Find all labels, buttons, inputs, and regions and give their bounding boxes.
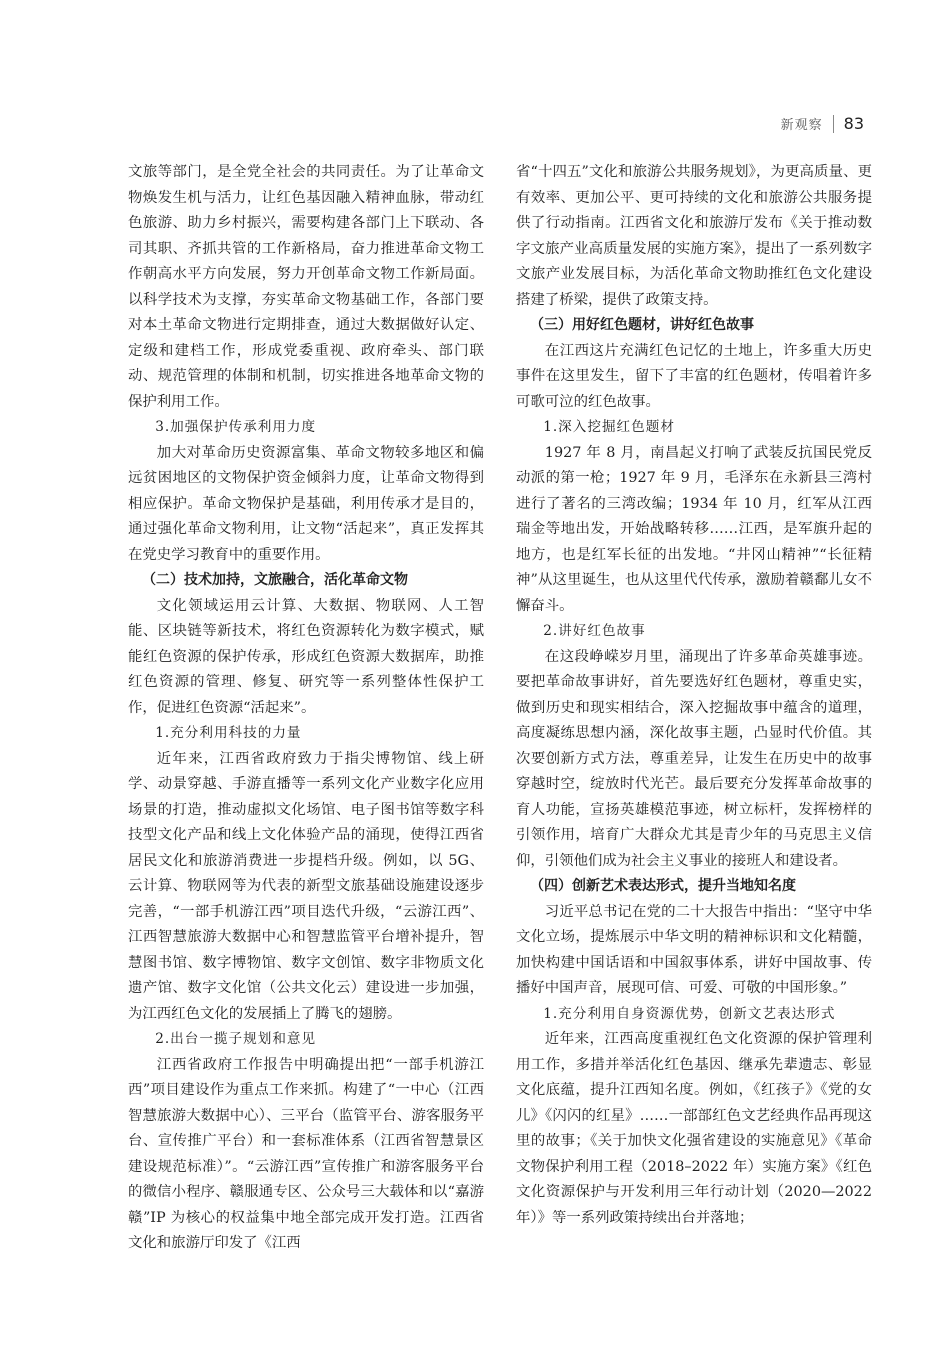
section-heading: （二）技术加持，文旅融合，活化革命文物 (142, 572, 408, 588)
paragraph: 近年来，江西高度重视红色文化资源的保护管理利用工作，多措并举活化红色基因、继承先辈遗志、彰显文化底蕴，提升江西知名度。例如，《红孩子》《党的女儿》《闪闪的红星》……一部部红色文艺经典作品再现这里的故事；《关于加快文化强省建设的实施意见》《革命文物保护利用工程（2018–2022 年）实施方案》《红色文化资源保护与开发利用三年行动计划（2020—2022 年）》等一系列政策持续出台并落地； (516, 1031, 872, 1226)
left-column (128, 160, 484, 1257)
paragraph: 在江西这片充满红色记忆的土地上，许多重大历史事件在这里发生，留下了丰富的红色题材，传唱着许多可歌可泣的红色故事。 (516, 342, 872, 410)
right-column (516, 160, 872, 1231)
paragraph: 江西省政府工作报告中明确提出把“一部手机游江西”项目建设作为重点工作来抓。构建了“一中心（江西智慧旅游大数据中心）、三平台（监管平台、游客服务平台、宣传推广平台）和一套标准体系（江西省智慧景区建设规范标准）”。“云游江西”宣传推广和游客服务平台的微信小程序、赣服通专区、公众号三大载体和以“嘉游赣”IP 为核心的权益集中地全部完成开发打造。江西省文化和旅游厅印发了《江西 (128, 1056, 484, 1251)
section-title: 新观察 (780, 118, 823, 133)
paragraph: 加大对革命历史资源富集、革命文物较多地区和偏远贫困地区的文物保护资金倾斜力度，让革命文物得到相应保护。革命文物保护是基础，利用传承才是目的，通过强化革命文物利用，让文物“活起来”，真正发挥其在党史学习教育中的重要作用。 (128, 444, 484, 563)
paragraph: 省“十四五”文化和旅游公共服务规划》，为更高质量、更有效率、更加公平、更可持续的文化和旅游公共服务提供了行动指南。江西省文化和旅游厅发布《关于推动数字文旅产业高质量发展的实施方案》，提出了一系列数字文旅产业发展目标，为活化革命文物助推红色文化建设搭建了桥梁，提供了政策支持。 (516, 164, 872, 308)
subheading: 1.充分利用自身资源优势，创新文艺表达形式 (543, 1005, 836, 1022)
paragraph: 在这段峥嵘岁月里，涌现出了许多革命英雄事迹。要把革命故事讲好，首先要选好红色题材，尊重史实，做到历史和现实相结合，深入挖掘故事中蕴含的道理，高度凝练思想内涵，深化故事主题，凸显时代价值。其次要创新方式方法，尊重差异，让发生在历史中的故事穿越时空，绽放时代光芒。最后要充分发挥革命故事的育人功能，宣扬英雄模范事迹，树立标杆，发挥榜样的引领作用，培育广大群众尤其是青少年的马克思主义信仰，引领他们成为社会主义事业的接班人和建设者。 (516, 648, 872, 869)
paragraph: 文化领域运用云计算、大数据、物联网、人工智能、区块链等新技术，将红色资源转化为数字模式，赋能红色资源的保护传承，形成红色资源大数据库，助推红色资源的管理、修复、研究等一系列整体性保护工作，促进红色资源“活起来”。 (128, 597, 484, 716)
paragraph: 1927 年 8 月，南昌起义打响了武装反抗国民党反动派的第一枪；1927 年 9 月，毛泽东在永新县三湾村进行了著名的三湾改编；1934 年 10 月，红军从江西瑞金等地出发，开始战略转移……江西，是军旗升起的地方，也是红军长征的出发地。“井冈山精神”“长征精神”从这里诞生，也从这里代代传承，激励着赣鄱儿女不懈奋斗。 (516, 444, 872, 614)
paragraph: 近年来，江西省政府致力于指尖博物馆、线上研学、动景穿越、手游直播等一系列文化产业数字化应用场景的打造，推动虚拟文化场馆、电子图书馆等数字科技型文化产品和线上文化体验产品的涌现，使得江西省居民文化和旅游消费进一步提档升级。例如，以 5G、云计算、物联网等为代表的新型文旅基础设施建设逐步完善，“一部手机游江西”项目迭代升级，“云游江西”、江西智慧旅游大数据中心和智慧监管平台增补提升，智慧图书馆、数字博物馆、数字文创馆、数字非物质文化遗产馆、数字文化馆（公共文化云）建设进一步加强，为江西红色文化的发展插上了腾飞的翅膀。 (128, 750, 484, 1022)
subheading: 1.深入挖掘红色题材 (543, 419, 675, 435)
header-divider (833, 115, 834, 133)
paragraph: 习近平总书记在党的二十大报告中指出：“坚守中华文化立场，提炼展示中华文明的精神标识和文化精髓，加快构建中国话语和中国叙事体系，讲好中国故事、传播好中国声音，展现可信、可爱、可敬的中国形象。” (516, 903, 872, 996)
section-heading: （三）用好红色题材，讲好红色故事 (530, 317, 754, 333)
page-header (781, 114, 864, 133)
subheading: 3.加强保护传承利用力度 (155, 419, 317, 435)
paragraph: 文旅等部门，是全党全社会的共同责任。为了让革命文物焕发生机与活力，让红色基因融入精神血脉，带动红色旅游、助力乡村振兴，需要构建各部门上下联动、各司其职、齐抓共管的工作新格局，奋力推进革命文物工作朝高水平方向发展，努力开创革命文物工作新局面。以科学技术为支撑，夯实革命文物基础工作，各部门要对本土革命文物进行定期排查，通过大数据做好认定、定级和建档工作，形成党委重视、政府牵头、部门联动、规范管理的体制和机制，切实推进各地革命文物的保护利用工作。 (128, 164, 484, 410)
section-heading: （四）创新艺术表达形式，提升当地知名度 (530, 878, 796, 894)
subheading: 1.充分利用科技的力量 (155, 725, 302, 741)
subheading: 2.出台一揽子规划和意见 (155, 1031, 317, 1047)
subheading: 2.讲好红色故事 (543, 623, 646, 639)
page-number: 83 (843, 114, 864, 133)
